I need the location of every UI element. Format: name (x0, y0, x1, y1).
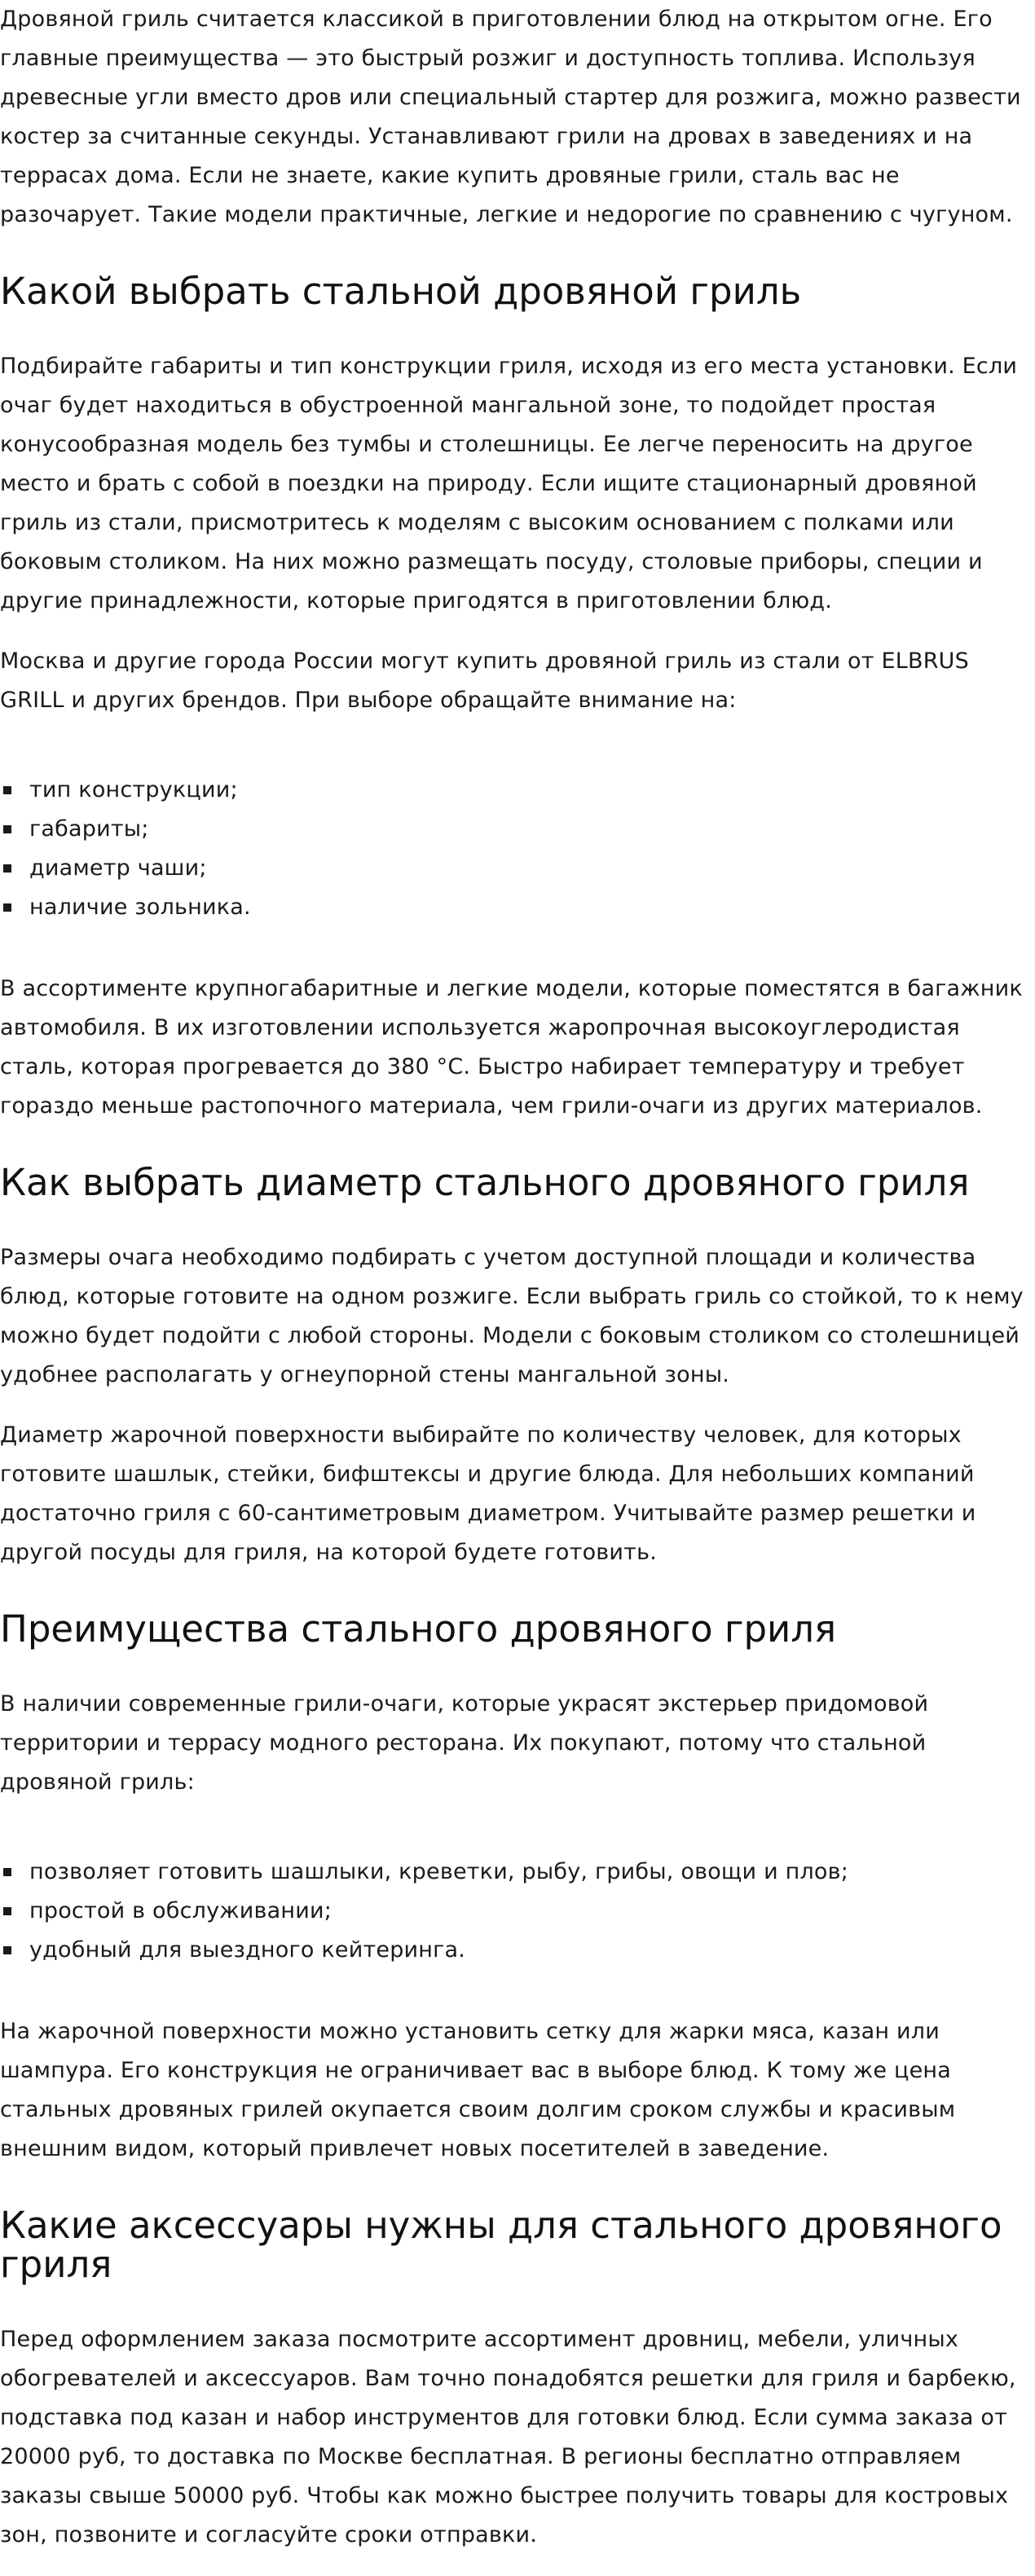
list-item: позволяет готовить шашлыки, креветки, рыбу, грибы, овощи и плов; (0, 1853, 1035, 1892)
section-heading-choose-grill: Какой выбрать стальной дровяной гриль (0, 270, 802, 313)
paragraph: В ассортименте крупногабаритные и легкие модели, которые поместятся в багажник автомобиля. В их изготовлении используется жаропрочная высокоуглеродистая сталь, которая прогревается до 380 °С. Быстро набирает температуру и требует гораздо меньше растопочного материала, чем грили-очаги из других материалов. (0, 976, 1023, 1119)
paragraph: Диаметр жарочной поверхности выбирайте по количеству человек, для которых готовите шашлык, стейки, бифштексы и другие блюда. Для небольших компаний достаточно гриля с 60-сантиметровым диаметром. Учитывайте размер решетки и другой посуды для гриля, на которой будете готовить. (0, 1422, 976, 1565)
section-heading-diameter: Как выбрать диаметр стального дровяного гриля (0, 1161, 970, 1204)
list-item: габариты; (0, 810, 1035, 849)
list-item: простой в обслуживании; (0, 1892, 1035, 1931)
section-heading-accessories: Какие аксессуары нужны для стального дровяного гриля (0, 2204, 1002, 2286)
section-heading-advantages: Преимущества стального дровяного гриля (0, 1607, 837, 1651)
paragraph: Москва и другие города России могут купить дровяной гриль из стали от ELBRUS GRILL и других брендов. При выборе обращайте внимание на: (0, 648, 969, 713)
paragraph: На жарочной поверхности можно установить сетку для жарки мяса, казан или шампура. Его конструкция не ограничивает вас в выборе блюд. К тому же цена стальных дровяных грилей окупается своим долгим сроком службы и красивым внешним видом, который привлечет новых посетителей в заведение. (0, 2019, 956, 2161)
paragraph: Подбирайте габариты и тип конструкции гриля, исходя из его места установки. Если очаг будет находиться в обустроенной мангальной зоне, то подойдет простая конусообразная модель без тумбы и столешницы. Ее легче переносить на другое место и брать с собой в поездки на природу. Если ищите стационарный дровяной гриль из стали, присмотритесь к моделям с высоким основанием с полками или боковым столиком. На них можно размещать посуду, столовые приборы, специи и другие принадлежности, которые пригодятся в приготовлении блюд. (0, 354, 1018, 613)
paragraph: Размеры очага необходимо подбирать с учетом доступной площади и количества блюд, которые готовите на одном розжиге. Если выбрать гриль со стойкой, то к нему можно будет подойти с любой стороны. Модели с боковым столиком со столешницей удобнее располагать у огнеупорной стены мангальной зоны. (0, 1245, 1024, 1387)
list-item: тип конструкции; (0, 771, 1035, 810)
list-item: удобный для выездного кейтеринга. (0, 1931, 1035, 1970)
criteria-list (0, 741, 1035, 969)
paragraph: Перед оформлением заказа посмотрите ассортимент дровниц, мебели, уличных обогревателей и аксессуаров. Вам точно понадобятся решетки для гриля и барбекю, подставка под казан и набор инструментов для готовки блюд. Если сумма заказа от 20000 руб, то доставка по Москве бесплатная. В регионы бесплатно отправляем заказы свыше 50000 руб. Чтобы как можно быстрее получить товары для костровых зон, позвоните и согласуйте сроки отправки. (0, 2327, 1016, 2547)
list-item: диаметр чаши; (0, 849, 1035, 888)
advantages-list (0, 1823, 1035, 2012)
list-item: наличие зольника. (0, 888, 1035, 927)
intro-paragraph: Дровяной гриль считается классикой в приготовлении блюд на открытом огне. Его главные преимущества — это быстрый розжиг и доступность топлива. Используя древесные угли вместо дров или специальный стартер для розжига, можно развести костер за считанные секунды. Устанавливают грили на дровах в заведениях и на террасах дома. Если не знаете, какие купить дровяные грили, сталь вас не разочарует. Такие модели практичные, легкие и недорогие по сравнению с чугуном. (0, 7, 1021, 227)
paragraph: В наличии современные грили-очаги, которые украсят экстерьер придомовой территории и террасу модного ресторана. Их покупают, потому что стальной дровяной гриль: (0, 1691, 929, 1795)
